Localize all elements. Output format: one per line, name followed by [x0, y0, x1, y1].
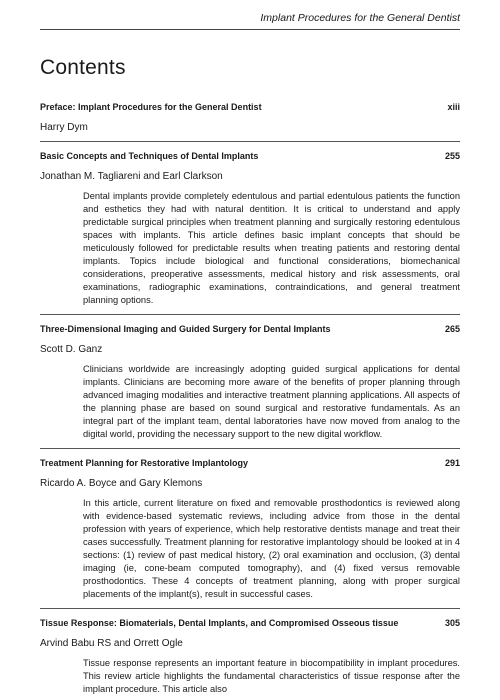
entry-authors: Scott D. Ganz [40, 344, 103, 355]
entry-abstract: Dental implants provide completely edentulous and partial edentulous patients the function and esthetics they had with natural dentition. It is critical to understand and apply predictable surgical principles when treatment planning and surgically restoring edentulous spaces with implants. This article defines basic implant concepts that should be meticulously followed for predictable results when treating patients and restoring dental implants. Topics include biological and functional considerations, biomechanical considerations, preoperative assessments, medical history and risk assessments, oral examinations, radiographic examinations, contraindications, and general treatment planning options. [83, 191, 460, 305]
entry-abstract: Tissue response represents an important feature in biocompatibility in implant procedures. This review article highlights the fundamental characteristics of tissue response after the implant procedure. This article also [83, 658, 460, 694]
entry-title[interactable]: Tissue Response: Biomaterials, Dental Implants, and Compromised Osseous tissue [40, 618, 399, 628]
toc-entry-basic-concepts [40, 150, 460, 307]
entry-title[interactable]: Preface: Implant Procedures for the General Dentist [40, 102, 262, 112]
divider [40, 608, 460, 609]
entry-page-number[interactable]: xiii [447, 102, 460, 112]
entry-abstract: In this article, current literature on fixed and removable prosthodontics is reviewed along with evidence-based systematic reviews, including advice from those in the dental profession with years of experience, which help restorative dentists manage and treat their cases successfully. Treatment planning for restorative implantology should be looked at in 4 sections: (1) review of past medical history, (2) oral examination and occlusion, (3) dental imaging (ie, cone-beam computed tomography), and (4) fixed versus removable prosthodontics. These 4 concepts of treatment planning, along with proper surgical placements of the implant(s), result in successful cases. [83, 498, 460, 599]
toc-entry-treatment-planning [40, 457, 460, 601]
running-head-text: Implant Procedures for the General Dentist [260, 12, 460, 24]
entry-page-number[interactable]: 255 [444, 151, 460, 161]
entry-title[interactable]: Three-Dimensional Imaging and Guided Surgery for Dental Implants [40, 324, 331, 334]
divider [40, 141, 460, 142]
entry-title[interactable]: Treatment Planning for Restorative Implantology [40, 458, 249, 468]
entry-page-number[interactable]: 305 [444, 618, 460, 628]
divider [40, 448, 460, 449]
page-title: Contents [40, 56, 126, 79]
entry-page-number[interactable]: 265 [444, 324, 460, 334]
running-head [40, 7, 460, 30]
divider [40, 314, 460, 315]
entry-page-number[interactable]: 291 [444, 458, 460, 468]
entry-title[interactable]: Basic Concepts and Techniques of Dental Implants [40, 151, 259, 161]
toc-entries [40, 101, 460, 696]
toc-entry-preface [40, 101, 460, 134]
entry-authors: Ricardo A. Boyce and Gary Klemons [40, 478, 203, 489]
entry-authors: Jonathan M. Tagliareni and Earl Clarkson [40, 171, 223, 182]
entry-authors: Harry Dym [40, 122, 88, 133]
entry-abstract: Clinicians worldwide are increasingly adopting guided surgical applications for dental implants. Clinicians are becoming more aware of the benefits of proper planning through advanced imaging modalities and interactive treatment planning applications. All aspects of the planning phase are based on sound surgical and restorative fundamentals. As an integral part of the implant team, dental laboratories have now moved from analog to the digital world, providing the necessary support to the new digital workflow. [83, 364, 460, 439]
entry-authors: Arvind Babu RS and Orrett Ogle [40, 638, 183, 649]
toc-entry-tissue-response [40, 617, 460, 696]
toc-entry-3d-imaging [40, 323, 460, 441]
